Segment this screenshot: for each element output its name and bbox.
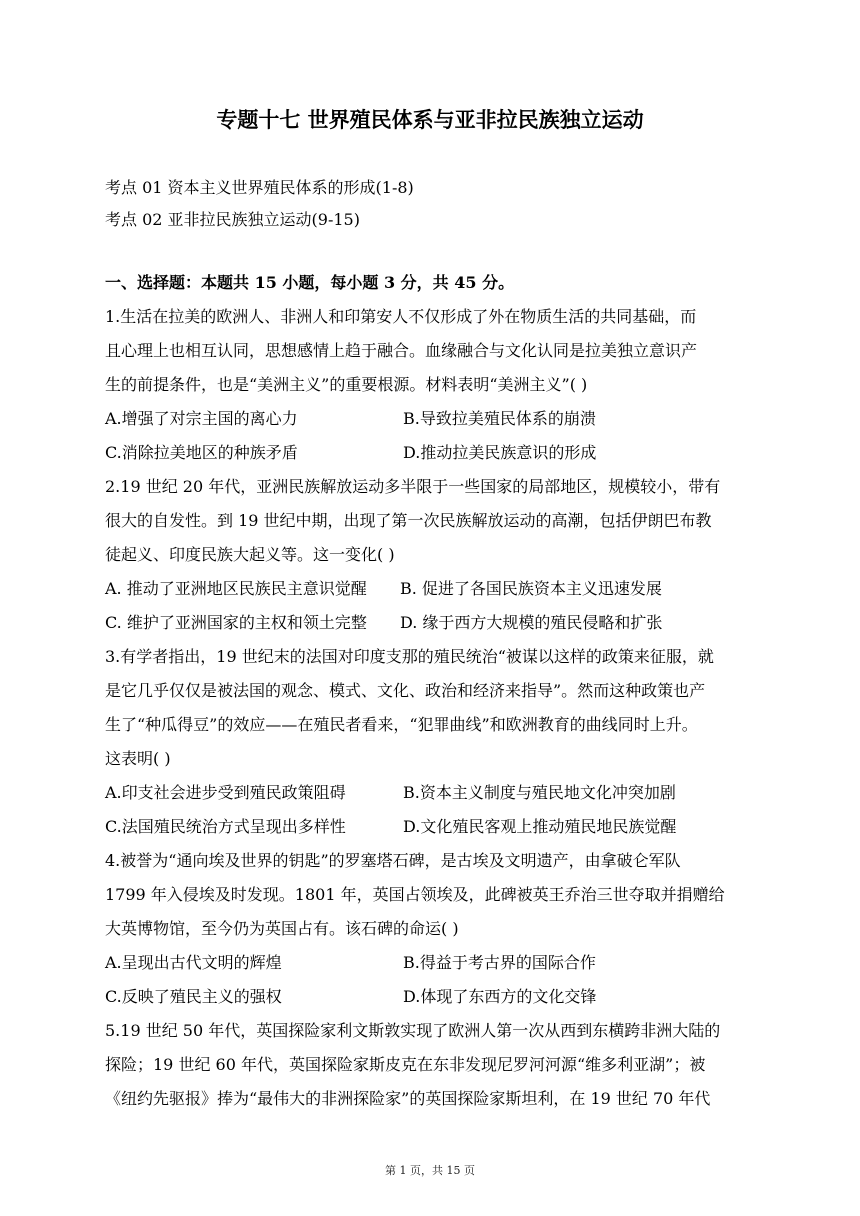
q5-stem-line-2: 探险；19 世纪 60 年代，英国探险家斯皮克在东非发现尼罗河河源“维多利亚湖”；被 bbox=[105, 1055, 706, 1074]
q5-stem-line-3: 《纽约先驱报》捧为“最伟大的非洲探险家”的英国探险家斯坦利，在 19 世纪 70 年代 bbox=[105, 1089, 711, 1108]
q3-option-d: D.文化殖民客观上推动殖民地民族觉醒 bbox=[403, 817, 677, 836]
q1-option-a: A.增强了对宗主国的离心力 bbox=[105, 409, 298, 428]
q1-stem-line-1: 1.生活在拉美的欧洲人、非洲人和印第安人不仅形成了外在物质生活的共同基础，而 bbox=[105, 307, 697, 326]
q4-stem-line-3: 大英博物馆，至今仍为英国占有。该石碑的命运( ) bbox=[105, 919, 459, 938]
q2-option-b: B. 促进了各国民族资本主义迅速发展 bbox=[400, 579, 662, 598]
q4-option-c: C.反映了殖民主义的强权 bbox=[105, 987, 282, 1006]
q3-stem-line-4: 这表明( ) bbox=[105, 749, 171, 768]
q3-option-b: B.资本主义制度与殖民地文化冲突加剧 bbox=[403, 783, 676, 802]
q1-stem-line-2: 且心理上也相互认同，思想感情上趋于融合。血缘融合与文化认同是拉美独立意识产 bbox=[105, 341, 698, 360]
q4-stem-line-1: 4.被誉为“通向埃及世界的钥匙”的罗塞塔石碑，是古埃及文明遗产，由拿破仑军队 bbox=[105, 851, 681, 870]
q1-option-b: B.导致拉美殖民体系的崩溃 bbox=[403, 409, 596, 428]
q3-stem-line-1: 3.有学者指出，19 世纪末的法国对印度支那的殖民统治“被谋以这样的政策来征服，就 bbox=[105, 647, 714, 666]
page-title: 专题十七 世界殖民体系与亚非拉民族独立运动 bbox=[216, 108, 644, 132]
q1-stem-line-3: 生的前提条件，也是“美洲主义”的重要根源。材料表明“美洲主义”( ) bbox=[105, 375, 588, 394]
kaodian-1: 考点 01 资本主义世界殖民体系的形成(1-8) bbox=[105, 178, 414, 197]
section-heading: 一、选择题：本题共 15 小题，每小题 3 分，共 45 分。 bbox=[105, 273, 515, 292]
q2-stem-line-1: 2.19 世纪 20 年代，亚洲民族解放运动多半限于一些国家的局部地区，规模较小，带有 bbox=[105, 477, 721, 496]
q2-stem-line-2: 很大的自发性。到 19 世纪中期，出现了第一次民族解放运动的高潮，包括伊朗巴布教 bbox=[105, 511, 712, 530]
q4-option-d: D.体现了东西方的文化交锋 bbox=[403, 987, 597, 1006]
q3-stem-line-2: 是它几乎仅仅是被法国的观念、模式、文化、政治和经济来指导”。然而这种政策也产 bbox=[105, 681, 706, 700]
q3-option-a: A.印支社会进步受到殖民政策阻碍 bbox=[105, 783, 346, 802]
q2-option-d: D. 缘于西方大规模的殖民侵略和扩张 bbox=[400, 613, 663, 632]
q3-stem-line-3: 生了“种瓜得豆”的效应——在殖民者看来，“犯罪曲线”和欧洲教育的曲线同时上升。 bbox=[105, 715, 698, 734]
q2-option-a: A. 推动了亚洲地区民族民主意识觉醒 bbox=[105, 579, 367, 598]
q2-option-c: C. 维护了亚洲国家的主权和领土完整 bbox=[105, 613, 367, 632]
q4-option-b: B.得益于考古界的国际合作 bbox=[403, 953, 596, 972]
page-footer: 第 1 页，共 15 页 bbox=[385, 1164, 475, 1177]
q5-stem-line-1: 5.19 世纪 50 年代，英国探险家利文斯敦实现了欧洲人第一次从西到东横跨非洲大陆的 bbox=[105, 1021, 721, 1040]
q2-stem-line-3: 徒起义、印度民族大起义等。这一变化( ) bbox=[105, 545, 395, 564]
q4-stem-line-2: 1799 年入侵埃及时发现。1801 年，英国占领埃及，此碑被英王乔治三世夺取并捐赠给 bbox=[105, 885, 725, 904]
q4-option-a: A.呈现出古代文明的辉煌 bbox=[105, 953, 282, 972]
q1-option-c: C.消除拉美地区的种族矛盾 bbox=[105, 443, 298, 462]
q3-option-c: C.法国殖民统治方式呈现出多样性 bbox=[105, 817, 346, 836]
kaodian-2: 考点 02 亚非拉民族独立运动(9-15) bbox=[105, 210, 360, 229]
q1-option-d: D.推动拉美民族意识的形成 bbox=[403, 443, 597, 462]
